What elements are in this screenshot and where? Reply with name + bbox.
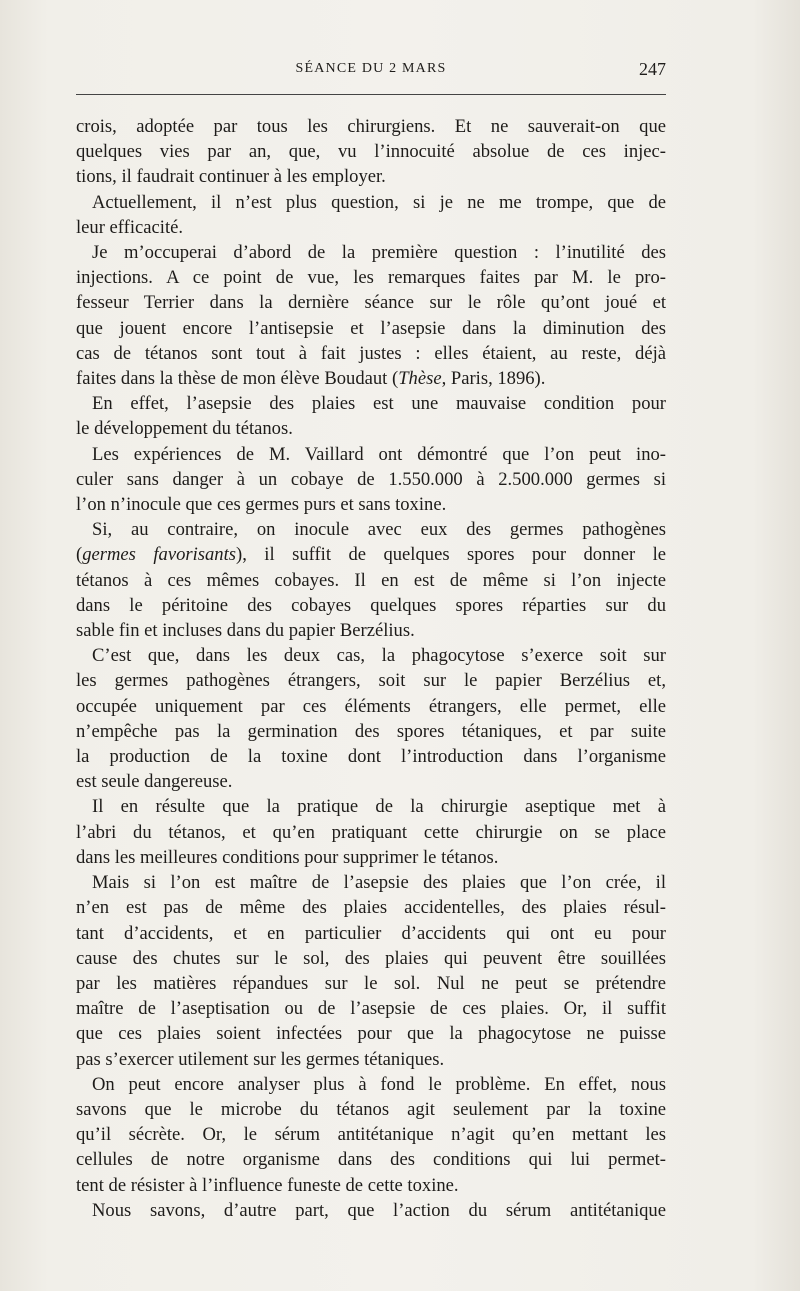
paragraph xyxy=(76,794,666,870)
text-line: la production de la toxine dont l’introduction dans l’organisme xyxy=(76,746,666,768)
header-rule xyxy=(76,94,666,95)
text-line: occupée uniquement par ces éléments étrangers, elle permet, elle xyxy=(76,695,666,717)
text-line: crois, adoptée par tous les chirurgiens. Et ne sauverait-on que xyxy=(76,116,666,137)
text-line: dans les meilleures conditions pour supprimer le tétanos. xyxy=(76,846,499,868)
text-line: est seule dangereuse. xyxy=(76,771,233,793)
text-line: qu’il sécrète. Or, le sérum antitétanique n’agit qu’en mettant les xyxy=(76,1124,666,1146)
paragraph xyxy=(76,1072,666,1198)
running-title: SÉANCE DU 2 MARS xyxy=(295,61,447,76)
running-head xyxy=(76,61,666,83)
text-line: sable fin et incluses dans du papier Berzélius. xyxy=(76,620,415,642)
paragraph xyxy=(76,190,666,240)
text-line: le développement du tétanos. xyxy=(76,418,293,440)
text-line: les germes pathogènes étrangers, soit sur le papier Berzélius et, xyxy=(76,670,666,692)
text-line: Il en résulte que la pratique de la chirurgie aseptique met à xyxy=(92,796,666,818)
text-line: Si, au contraire, on inocule avec eux des germes pathogènes xyxy=(92,519,666,541)
text-line: n’empêche pas la germination des spores tétaniques, et par suite xyxy=(76,720,666,742)
page-number: 247 xyxy=(639,59,666,79)
text-run: ), il suffit de quelques spores pour donner le xyxy=(236,544,667,566)
text-line: On peut encore analyser plus à fond le problème. En effet, nous xyxy=(92,1073,666,1095)
text-line: que ces plaies soient infectées pour que la phagocytose ne puisse xyxy=(76,1023,666,1045)
text-line: cas de tétanos sont tout à fait justes : elles étaient, au reste, déjà xyxy=(76,342,666,364)
text-run: faites dans la thèse de mon élève Boudaut ( xyxy=(76,368,399,390)
text-line: n’en est pas de même des plaies accidentelles, des plaies résul- xyxy=(76,897,666,919)
text-line: dans le péritoine des cobayes quelques spores réparties sur du xyxy=(76,594,666,616)
text-line: pas s’exercer utilement sur les germes tétaniques. xyxy=(76,1048,445,1070)
text-line: quelques vies par an, que, vu l’innocuité absolue de ces injec- xyxy=(76,141,666,163)
paragraph xyxy=(76,517,666,643)
text-line: En effet, l’asepsie des plaies est une mauvaise condition pour xyxy=(92,393,666,415)
text-line: Actuellement, il n’est plus question, si je ne me trompe, que de xyxy=(92,191,666,213)
text-line: C’est que, dans les deux cas, la phagocytose s’exerce soit sur xyxy=(92,645,666,667)
paragraph xyxy=(76,643,666,794)
text-line: que jouent encore l’antisepsie et l’asepsie dans la diminution des xyxy=(76,317,666,339)
text-line: l’abri du tétanos, et qu’en pratiquant cette chirurgie on se place xyxy=(76,821,666,843)
text-line: Les expériences de M. Vaillard ont démontré que l’on peut ino- xyxy=(92,443,666,465)
paragraph xyxy=(76,442,666,518)
text-line: culer sans danger à un cobaye de 1.550.000 à 2.500.000 germes si xyxy=(76,468,666,490)
text-line xyxy=(76,542,666,567)
text-run: ( xyxy=(76,544,83,566)
body-text xyxy=(76,114,666,1223)
text-line: l’on n’inocule que ces germes purs et sans toxine. xyxy=(76,494,447,516)
text-line: tent de résister à l’influence funeste de cette toxine. xyxy=(76,1174,459,1196)
text-line: cause des chutes sur le sol, des plaies qui peuvent être souillées xyxy=(76,947,666,969)
text-line: maître de l’aseptisation ou de l’asepsie de ces plaies. Or, il suffit xyxy=(76,998,666,1020)
text-line: par les matières répandues sur le sol. Nul ne peut se prétendre xyxy=(76,972,666,994)
text-line xyxy=(76,366,666,391)
text-line: tétanos à ces mêmes cobayes. Il en est de même si l’on injecte xyxy=(76,569,666,591)
paragraph xyxy=(76,870,666,1072)
paragraph xyxy=(76,1198,666,1223)
italic-term: germes favorisants xyxy=(82,544,237,566)
text-line: savons que le microbe du tétanos agit seulement par la toxine xyxy=(76,1098,666,1120)
text-line: fesseur Terrier dans la dernière séance sur le rôle qu’ont joué et xyxy=(76,292,666,314)
paragraph xyxy=(76,240,666,391)
text-run: , Paris, 1896). xyxy=(441,368,546,390)
text-line: leur efficacité. xyxy=(76,216,184,238)
text-line: injections. A ce point de vue, les remarques faites par M. le pro- xyxy=(76,267,666,289)
italic-title: Thèse xyxy=(398,368,442,390)
text-line: tions, il faudrait continuer à les employer. xyxy=(76,166,386,188)
text-line: Je m’occuperai d’abord de la première question : l’inutilité des xyxy=(92,242,666,264)
text-line: Mais si l’on est maître de l’asepsie des plaies que l’on crée, il xyxy=(92,872,666,894)
text-line: cellules de notre organisme dans des conditions qui lui permet- xyxy=(76,1149,666,1171)
text-line: tant d’accidents, et en particulier d’accidents qui ont eu pour xyxy=(76,922,666,944)
text-line: Nous savons, d’autre part, que l’action du sérum antitétanique xyxy=(92,1199,666,1221)
paragraph xyxy=(76,114,666,190)
paragraph xyxy=(76,391,666,441)
